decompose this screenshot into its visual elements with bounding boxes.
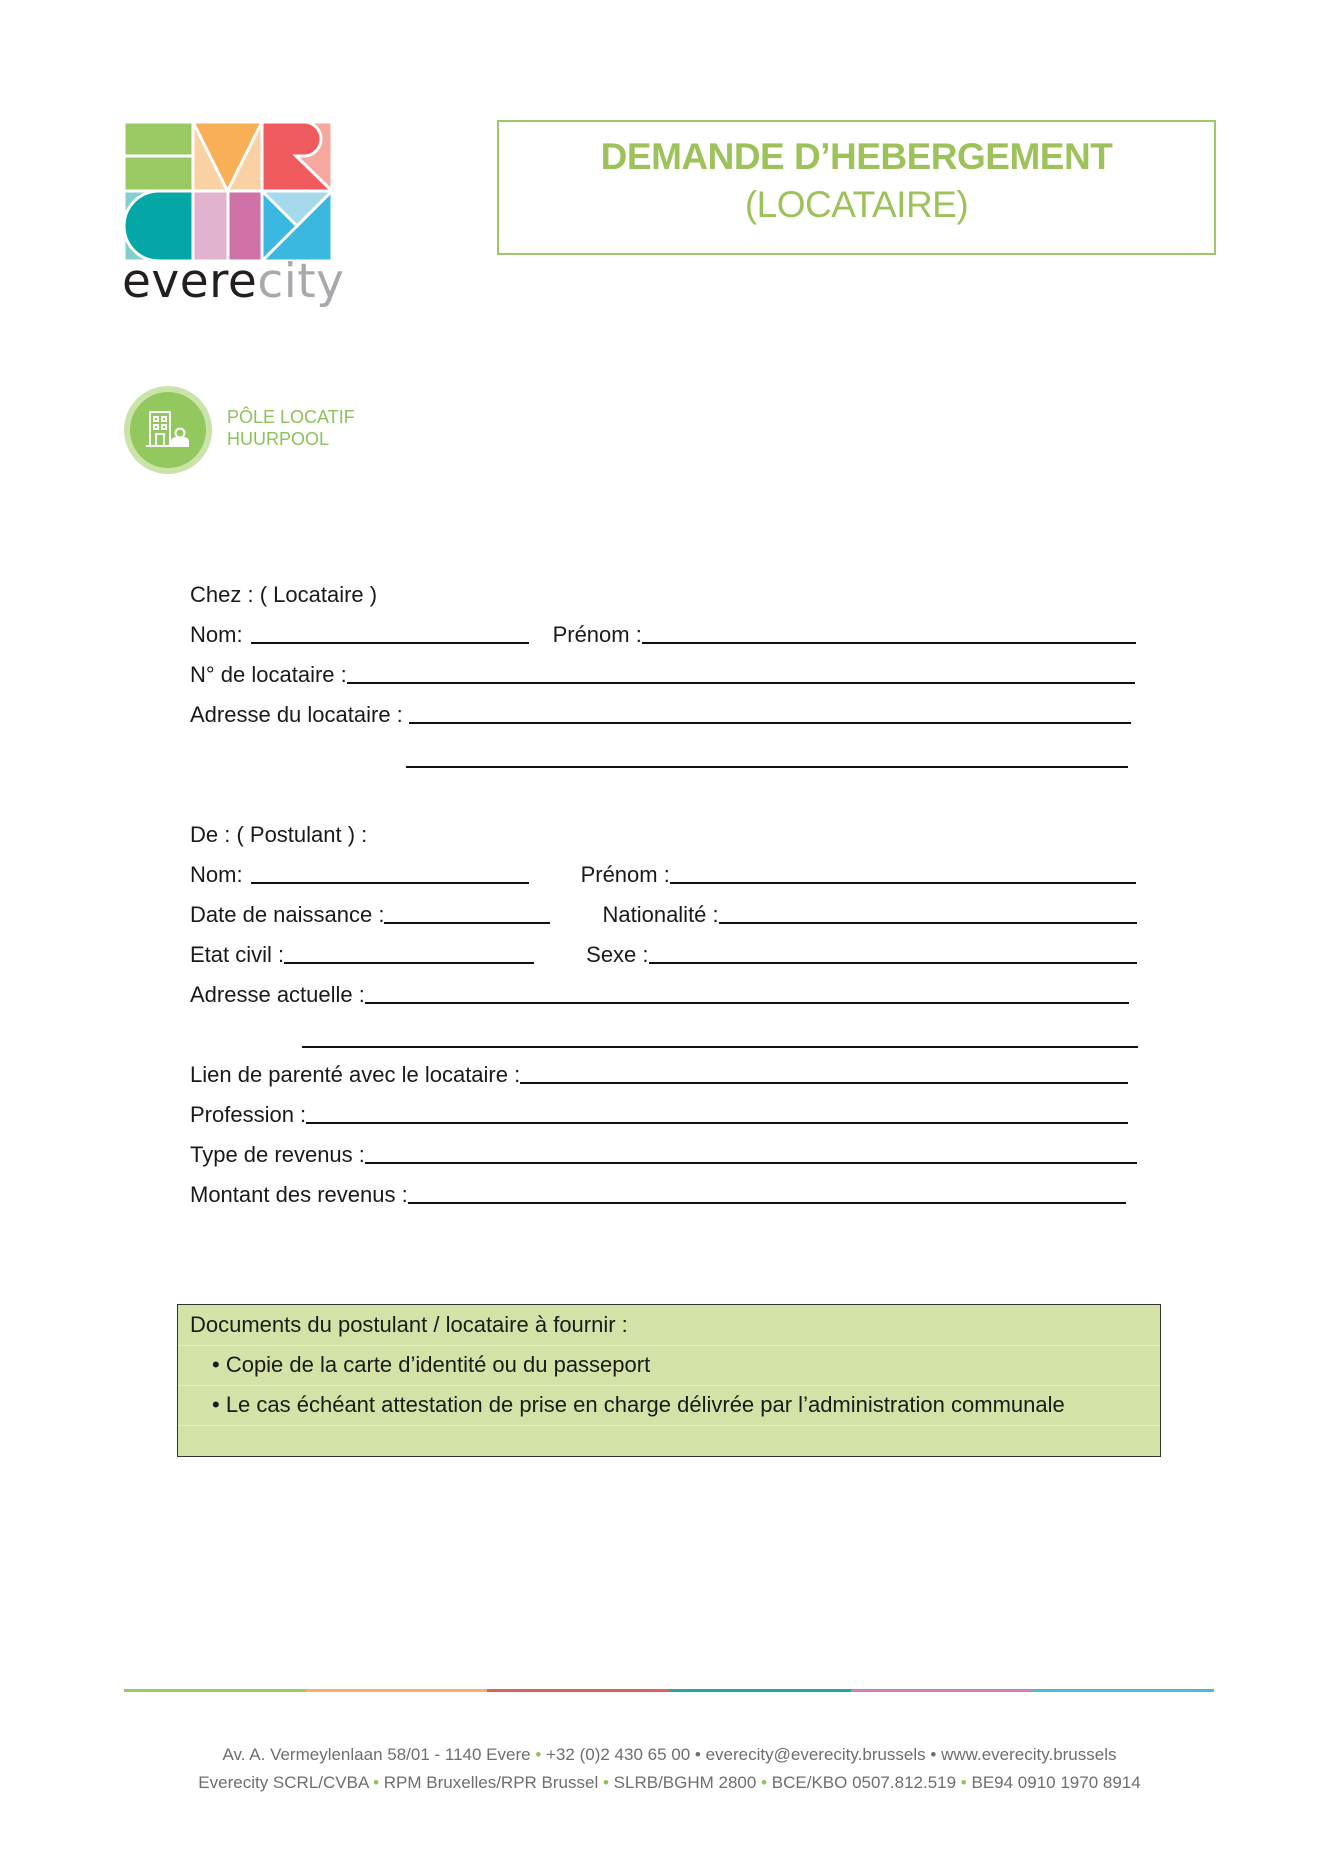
locataire-prenom-label: Prénom : xyxy=(552,622,642,647)
postulant-prenom-field[interactable] xyxy=(670,882,1136,884)
wordmark-evere: evere xyxy=(122,254,258,309)
footer-bar-segment xyxy=(851,1689,1033,1692)
postulant-nationalite-field[interactable] xyxy=(719,922,1137,924)
postulant-naissance-field[interactable] xyxy=(384,922,550,924)
locataire-adresse-label: Adresse du locataire : xyxy=(190,702,403,727)
postulant-etat-civil-row xyxy=(190,940,1137,970)
postulant-adresse-row xyxy=(190,980,1129,1010)
locataire-numero-label: N° de locataire : xyxy=(190,662,347,687)
footer-contact-line: Av. A. Vermeylenlaan 58/01 - 1140 Evere • +32 (0)2 430 65 00 • everecity@everecity.brussels • www.everecity.brussels xyxy=(222,1745,1117,1764)
footer-bar-segment xyxy=(306,1689,488,1692)
postulant-nom-field[interactable] xyxy=(251,882,529,884)
footer-bar-segment xyxy=(487,1689,669,1692)
postulant-sexe-label: Sexe : xyxy=(586,942,649,967)
footer-bce: BCE/KBO 0507.812.519 xyxy=(771,1773,957,1792)
postulant-profession-label: Profession : xyxy=(190,1102,307,1127)
building-person-icon xyxy=(130,392,206,468)
locataire-adresse-field-2[interactable] xyxy=(406,766,1128,768)
document-title-box xyxy=(497,120,1216,255)
postulant-etat-civil-label: Etat civil : xyxy=(190,942,285,967)
locataire-nom-label: Nom: xyxy=(190,622,243,647)
footer-bar-segment xyxy=(669,1689,851,1692)
footer-iban: BE94 0910 1970 8914 xyxy=(971,1773,1141,1792)
locataire-adresse-row xyxy=(190,700,1131,730)
footer-address: Av. A. Vermeylenlaan 58/01 - 1140 Evere xyxy=(222,1745,531,1764)
document-subtitle: (LOCATAIRE) xyxy=(744,184,969,225)
postulant-name-row xyxy=(190,860,1136,890)
document-title: DEMANDE D’HEBERGEMENT xyxy=(600,136,1113,177)
postulant-prenom-label: Prénom : xyxy=(580,862,670,887)
locataire-numero-field[interactable] xyxy=(347,682,1135,684)
footer-bar-segment xyxy=(124,1689,306,1692)
everecity-wordmark xyxy=(122,254,345,309)
postulant-type-revenus-field[interactable] xyxy=(365,1162,1137,1164)
footer-legal-line: Everecity SCRL/CVBA • RPM Bruxelles/RPR Brussel • SLRB/BGHM 2800 • BCE/KBO 0507.812.519 • BE94 0910 1970 8914 xyxy=(198,1773,1141,1792)
logo-tile-i xyxy=(193,191,228,261)
footer-slrb: SLRB/BGHM 2800 xyxy=(613,1773,757,1792)
postulant-etat-civil-field[interactable] xyxy=(284,962,534,964)
footer-website-link[interactable]: www.everecity.brussels xyxy=(941,1745,1117,1764)
postulant-profession-field[interactable] xyxy=(306,1122,1128,1124)
footer-rpm: RPM Bruxelles/RPR Brussel xyxy=(383,1773,599,1792)
postulant-montant-revenus-label: Montant des revenus : xyxy=(190,1182,408,1207)
footer-color-bar xyxy=(124,1689,1214,1692)
pole-label-nl: HUURPOOL xyxy=(227,429,330,449)
postulant-montant-revenus-field[interactable] xyxy=(408,1202,1126,1204)
locataire-adresse-row-2 xyxy=(406,744,1128,774)
postulant-lien-label: Lien de parenté avec le locataire : xyxy=(190,1062,521,1087)
postulant-adresse-row-2 xyxy=(302,1024,1138,1054)
documents-heading: Documents du postulant / locataire à fournir : xyxy=(190,1312,628,1337)
footer-email-link[interactable]: everecity@everecity.brussels xyxy=(705,1745,926,1764)
postulant-type-revenus-label: Type de revenus : xyxy=(190,1142,365,1167)
postulant-lien-row xyxy=(190,1060,1128,1090)
pole-label-fr: PÔLE LOCATIF xyxy=(227,407,355,427)
postulant-adresse-field[interactable] xyxy=(365,1002,1129,1004)
section-heading-postulant: De : ( Postulant ) : xyxy=(190,822,368,847)
pole-label xyxy=(227,406,355,450)
logo-tile-e-bottom xyxy=(124,156,193,191)
footer-bar-segment xyxy=(1032,1689,1214,1692)
footer-company: Everecity SCRL/CVBA xyxy=(198,1773,369,1792)
postulant-nom-label: Nom: xyxy=(190,862,243,887)
pole-badge xyxy=(124,386,212,474)
required-documents-box xyxy=(177,1304,1161,1457)
documents-heading-row xyxy=(178,1305,1160,1346)
wordmark-city: city xyxy=(257,254,345,309)
logo-tile-c xyxy=(124,191,193,261)
logo-tile-t xyxy=(228,191,262,261)
postulant-nationalite-label: Nationalité : xyxy=(602,902,719,927)
locataire-adresse-field[interactable] xyxy=(409,722,1131,724)
postulant-type-revenus-row xyxy=(190,1140,1137,1170)
footer-phone: +32 (0)2 430 65 00 xyxy=(546,1745,691,1764)
postulant-sexe-field[interactable] xyxy=(649,962,1137,964)
postulant-naissance-label: Date de naissance : xyxy=(190,902,385,927)
postulant-lien-field[interactable] xyxy=(520,1082,1128,1084)
logo-tile-e-top xyxy=(124,122,193,156)
locataire-numero-row xyxy=(190,660,1135,690)
postulant-adresse-label: Adresse actuelle : xyxy=(190,982,365,1007)
section-heading-locataire: Chez : ( Locataire ) xyxy=(190,582,378,607)
everecity-logo-mark xyxy=(124,122,332,261)
locataire-nom-field[interactable] xyxy=(251,642,529,644)
documents-item: • Copie de la carte d’identité ou du passeport xyxy=(178,1345,1160,1386)
postulant-montant-revenus-row xyxy=(190,1180,1126,1210)
postulant-profession-row xyxy=(190,1100,1128,1130)
locataire-name-row xyxy=(190,620,1136,650)
locataire-prenom-field[interactable] xyxy=(642,642,1136,644)
postulant-naissance-row xyxy=(190,900,1137,930)
postulant-adresse-field-2[interactable] xyxy=(302,1046,1138,1048)
documents-item: • Le cas échéant attestation de prise en charge délivrée par l’administration communale xyxy=(178,1385,1160,1426)
